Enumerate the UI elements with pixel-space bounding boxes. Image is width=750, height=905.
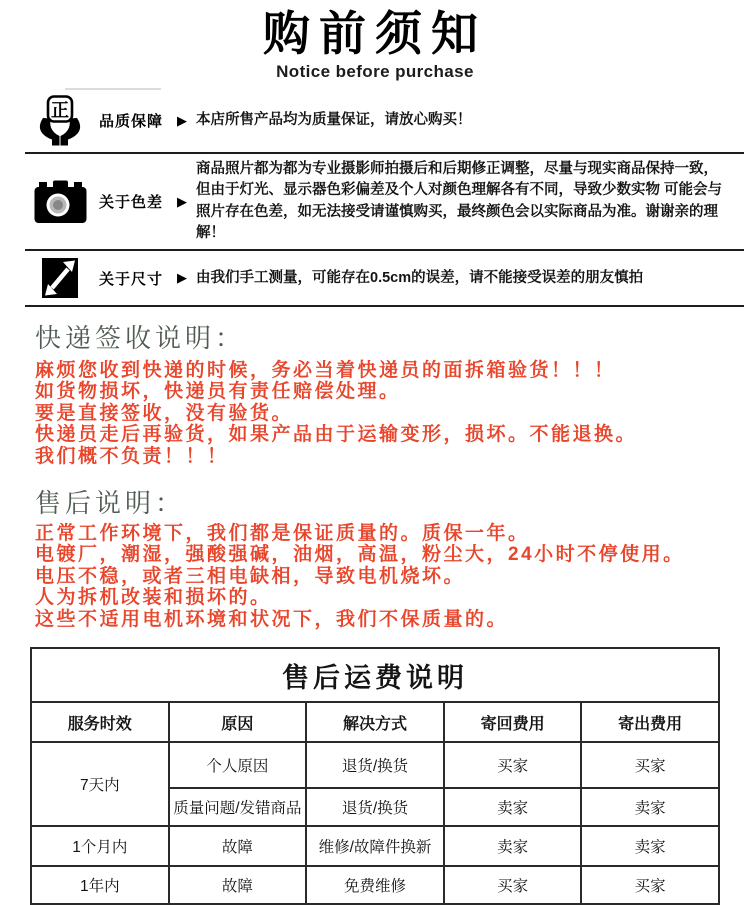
camera-icon [25,179,95,225]
delivery-note-line: 要是直接签收，没有验货。 [35,402,294,424]
shipping-fee-table-title: 售后运费说明 [31,648,719,702]
page-header [0,0,750,82]
cell-send-fee: 卖家 [581,788,719,826]
cell-return-fee: 买家 [444,742,582,788]
bullet-arrow-icon: ▶ [177,270,187,286]
cell-send-fee: 买家 [581,742,719,788]
delivery-note-line: 我们概不负责！！！ [35,445,229,467]
cell-return-fee: 卖家 [444,788,582,826]
cell-reason: 质量问题/发错商品 [169,788,307,826]
table-row [31,742,719,788]
bullet-arrow-icon: ▶ [177,112,187,128]
color-difference-label: 关于色差 [99,194,164,212]
color-difference-row [25,154,744,252]
aftersale-note-line: 正常工作环境下，我们都是保证质量的。质保一年。 [35,522,530,544]
cell-send-fee: 买家 [581,866,719,904]
delivery-note-line: 麻烦您收到快递的时候，务必当着快递员的面拆箱验货！！！ [35,359,616,381]
color-difference-text: 商品照片都为都为专业摄影师拍摄后和后期修正调整，尽量与现实商品保持一致，但由于灯光、显示器色彩偏差及个人对颜色理解各有不同，导致少数实物 可能会与照片存在色差，如无法接受请谨慎购买，最终颜色会以实际商品为准。谢谢亲的理解！ [196,160,723,241]
aftersale-note-line: 电压不稳，或者三相电缺相，导致电机烧坏。 [35,565,466,587]
cell-service-time: 1年内 [31,866,169,904]
cell-solution: 退货/换货 [306,742,444,788]
col-header-return-fee: 寄回费用 [444,702,582,742]
delivery-signoff-section [35,322,750,467]
page-subtitle: Notice before purchase [276,61,474,81]
cell-send-fee: 卖家 [581,826,719,866]
notice-rows [25,90,744,308]
col-header-send-fee: 寄出费用 [581,702,719,742]
cell-service-time: 1个月内 [31,826,169,866]
quality-hands-icon [25,95,95,147]
table-row [31,826,719,866]
size-arrow-icon [25,256,95,300]
page-title: 购前须知 [263,7,487,60]
cell-reason: 故障 [169,826,307,866]
cell-solution: 退货/换货 [306,788,444,826]
aftersale-note-line: 人为拆机改装和损坏的。 [35,587,272,609]
size-notice-row [25,251,744,307]
cell-reason: 故障 [169,866,307,904]
table-row [31,866,719,904]
delivery-note-line: 快递员走后再验货，如果产品由于运输变形，损坏。不能退换。 [35,424,638,446]
col-header-service-time: 服务时效 [31,702,169,742]
aftersale-note-line: 电镀厂，潮湿，强酸强碱，油烟，高温，粉尘大，24小时不停使用。 [35,544,685,566]
svg-text:正: 正 [51,100,69,121]
aftersale-section [35,487,750,630]
table-title-row [31,648,719,702]
quality-guarantee-text: 本店所售产品均为质量保证，请放心购买！ [196,111,472,128]
cell-reason: 个人原因 [169,742,307,788]
aftersale-heading: 售后说明： [35,488,186,519]
shipping-fee-table [30,647,720,905]
size-notice-label: 关于尺寸 [99,270,164,288]
cell-solution: 免费维修 [306,866,444,904]
cell-service-time: 7天内 [31,742,169,826]
bullet-arrow-icon: ▶ [177,193,187,209]
table-header-row [31,702,719,742]
col-header-reason: 原因 [169,702,307,742]
quality-guarantee-label: 品质保障 [99,113,164,131]
cell-solution: 维修/故障件换新 [306,826,444,866]
cell-return-fee: 买家 [444,866,582,904]
delivery-note-line: 如货物损坏，快递员有责任赔偿处理。 [35,381,401,403]
aftersale-note-line: 这些不适用电机环境和状况下，我们不保质量的。 [35,608,509,630]
delivery-signoff-heading: 快递签收说明： [35,323,246,354]
cell-return-fee: 卖家 [444,826,582,866]
quality-guarantee-row [25,90,744,154]
size-notice-text: 由我们手工测量，可能存在0.5cm的误差，请不能接受误差的朋友慎拍 [196,269,644,286]
col-header-solution: 解决方式 [306,702,444,742]
